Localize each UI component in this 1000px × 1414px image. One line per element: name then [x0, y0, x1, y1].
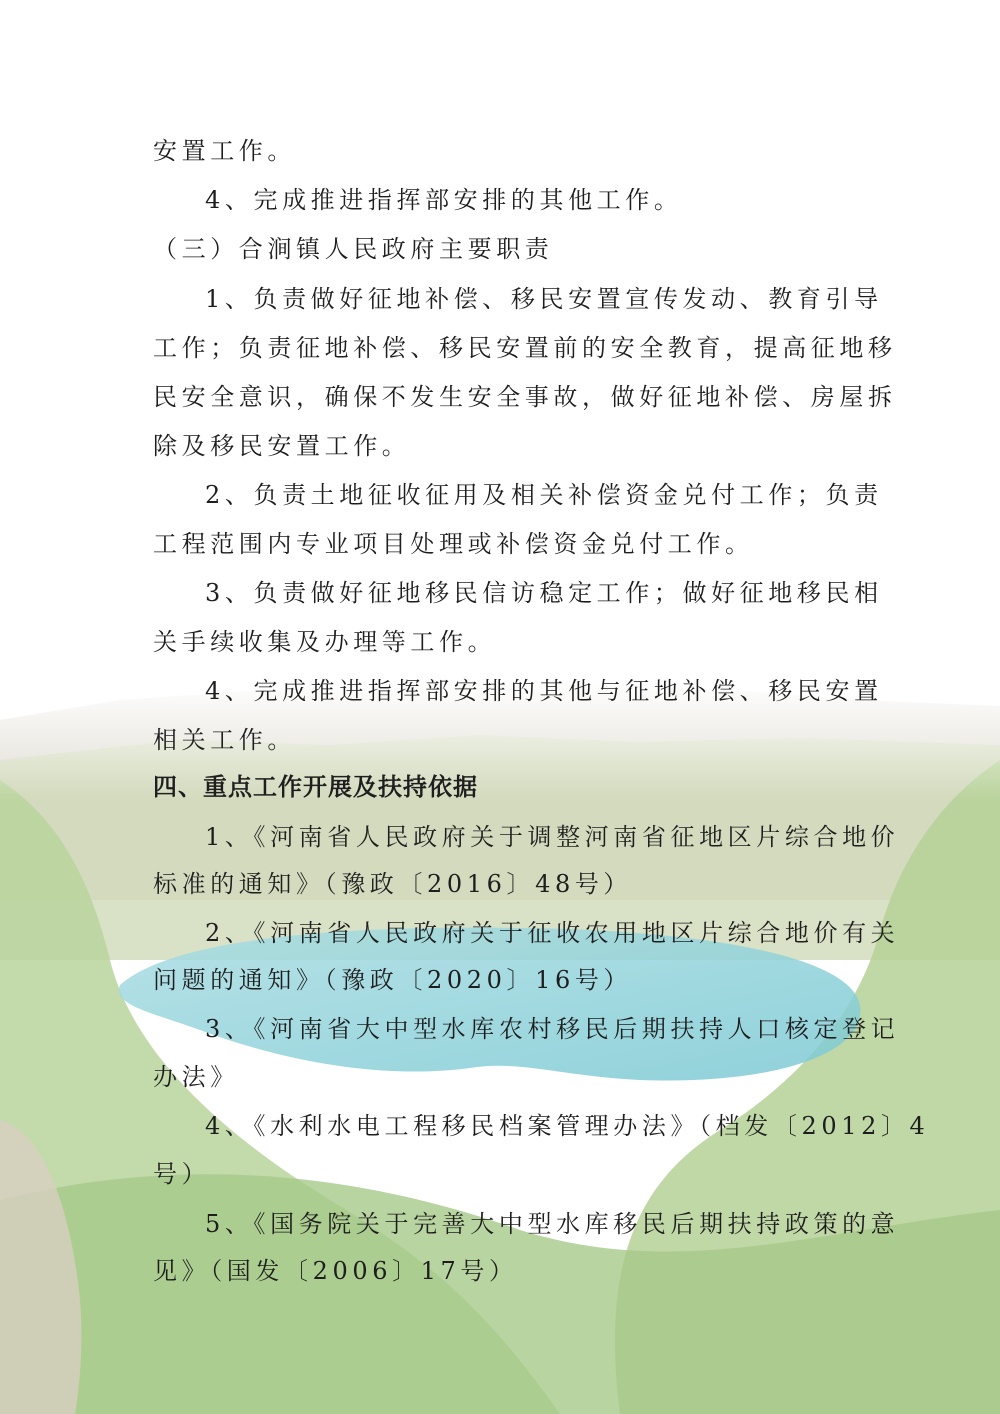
- text-line-17: 2、《河南省人民政府关于征收农用地区片综合地价有关: [205, 919, 900, 947]
- text-line-15: 1、《河南省人民政府关于调整河南省征地区片综合地价: [205, 823, 900, 851]
- text-line-21: 4、《水利水电工程移民档案管理办法》（档发〔2012〕4: [205, 1112, 930, 1140]
- text-line-5: 工作；负责征地补偿、移民安置前的安全教育，提高征地移: [153, 334, 897, 362]
- section-heading-4: 四、重点工作开展及扶持依据: [153, 773, 478, 801]
- text-line-11: 关手续收集及办理等工作。: [153, 628, 497, 656]
- text-line-6: 民安全意识，确保不发生安全事故，做好征地补偿、房屋拆: [153, 383, 897, 411]
- text-line-20: 办法》: [153, 1063, 239, 1091]
- text-line-13: 相关工作。: [153, 726, 296, 754]
- text-line-7: 除及移民安置工作。: [153, 432, 411, 460]
- text-line-19: 3、《河南省大中型水库农村移民后期扶持人口核定登记: [205, 1015, 900, 1043]
- text-line-18: 问题的通知》（豫政〔2020〕16号）: [153, 966, 633, 994]
- text-line-10: 3、负责做好征地移民信访稳定工作；做好征地移民相: [205, 579, 883, 607]
- text-line-4: 1、负责做好征地补偿、移民安置宣传发动、教育引导: [205, 285, 883, 313]
- text-line-24: 见》（国发〔2006〕17号）: [153, 1257, 518, 1285]
- text-line-1: 安置工作。: [153, 137, 296, 165]
- text-line-23: 5、《国务院关于完善大中型水库移民后期扶持政策的意: [205, 1210, 900, 1238]
- text-line-2: 4、完成推进指挥部安排的其他工作。: [205, 186, 683, 214]
- text-line-9: 工程范围内专业项目处理或补偿资金兑付工作。: [153, 530, 754, 558]
- text-line-8: 2、负责土地征收征用及相关补偿资金兑付工作；负责: [205, 481, 883, 509]
- text-line-22: 号）: [153, 1160, 211, 1188]
- text-line-12: 4、完成推进指挥部安排的其他与征地补偿、移民安置: [205, 677, 883, 705]
- section-heading-3: （三）合涧镇人民政府主要职责: [153, 235, 554, 263]
- text-line-16: 标准的通知》（豫政〔2016〕48号）: [153, 870, 633, 898]
